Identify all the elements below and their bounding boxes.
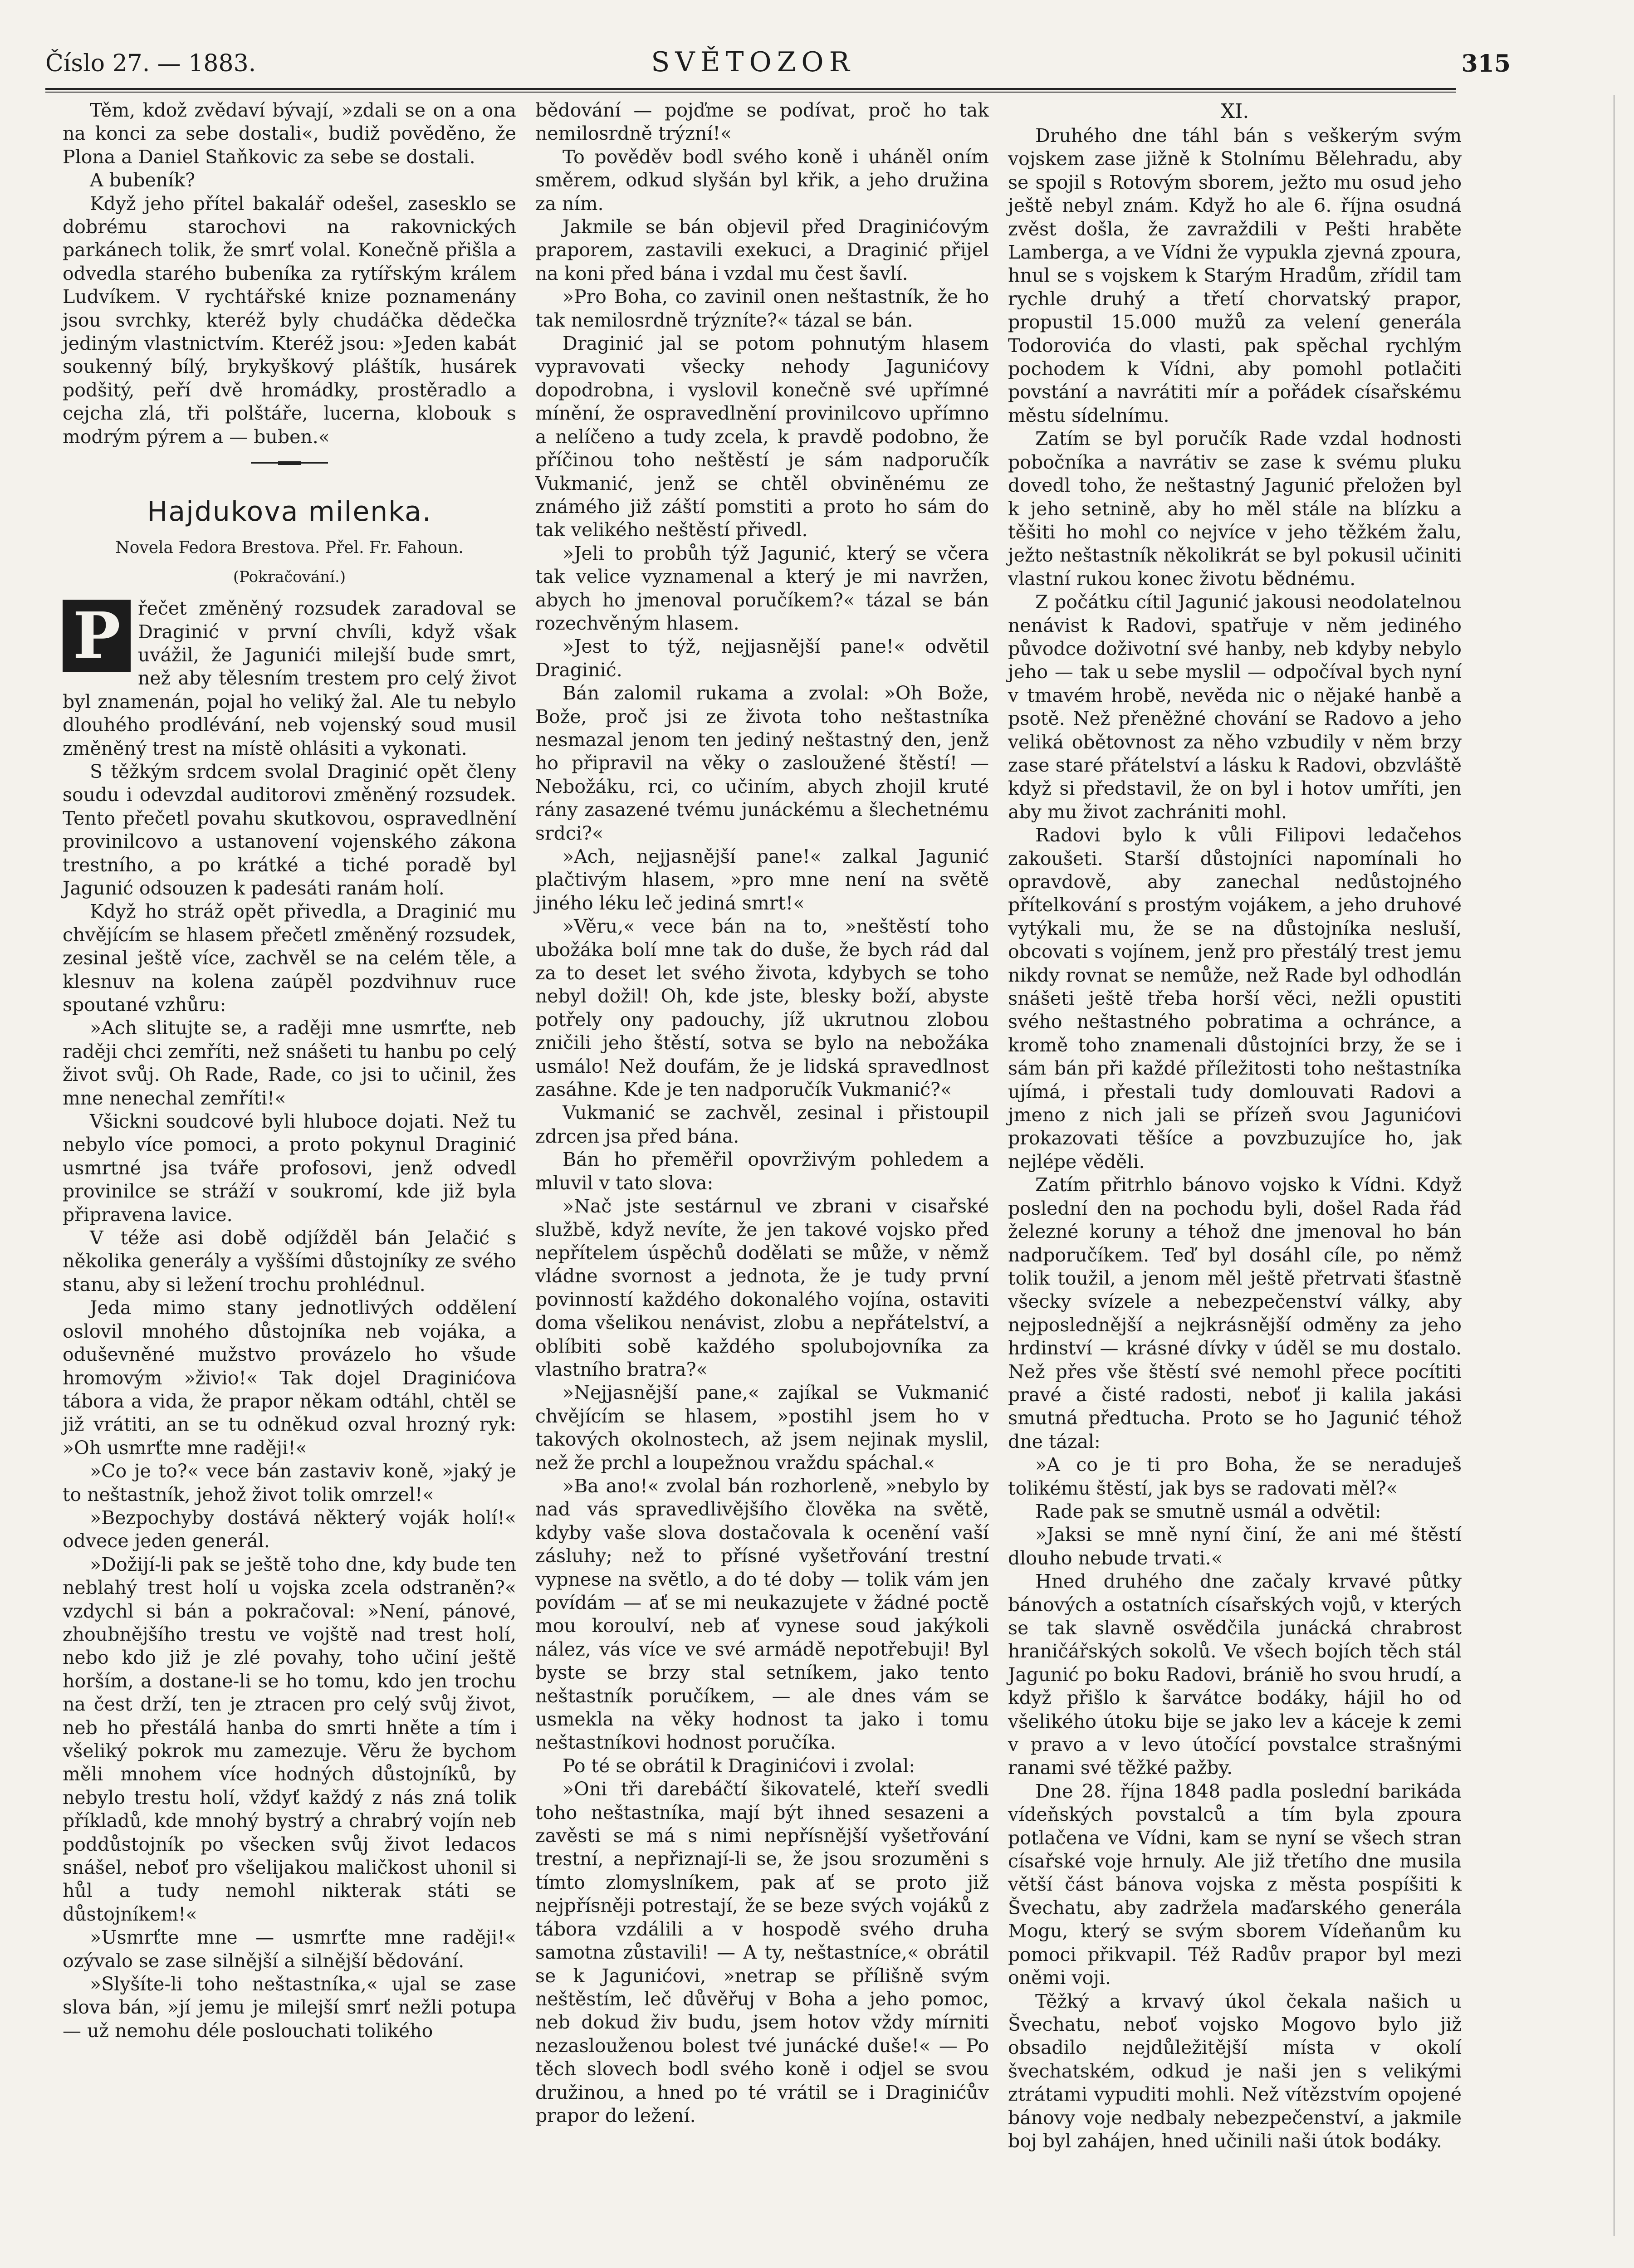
paragraph: »Usmrťte mne — usmrťte mne raději!« ozývalo se zase silnější a silnější bědování.	[63, 1926, 516, 1972]
paragraph-text: řečet změněný rozsudek zaradoval se Draginić v první chvíli, když však uvážil, že Jagunići milejší bude smrt, než aby tělesním trestem pro celý život byl znamenán, pojal ho veliký žal. Ale tu nebylo dlouhého prodlévání, neb vojenský soud musil změněný trest na místě ohlásiti a vykonati.	[63, 597, 516, 759]
page-header	[45, 44, 1511, 84]
header-rule-thin	[45, 92, 1456, 93]
paragraph: To pověděv bodl svého koně i uháněl oním směrem, odkud slyšán byl křik, a jeho družina za ním.	[535, 146, 989, 215]
story-title: Hajdukova milenka.	[147, 496, 432, 528]
paragraph-with-dropcap	[63, 597, 516, 760]
paragraph: Rade pak se smutně usmál a odvětil:	[1035, 1500, 1381, 1522]
paragraph: Druhého dne táhl bán s veškerým svým vojskem zase jižně k Stolnímu Bělehradu, aby se spojil s Rotovým sborem, ježto mu osud jeho ještě nebyl znám. Když ho ale 6. října osudná zvěst došla, že zavraždili v Pešti hraběte Lamberga, a ve Vídni že vypukla zjevná zpoura, hnul se s vojskem k Starým Hradům, zřídil tam rychle druhý a třetí chorvatský prapor, propustil 15.000 mužů za velení generála Todorovića do vlasti, pak spěchal rychlým pochodem k Vídni, aby pomohl potlačiti povstání a navrátiti mír a pořádek císařskému městu sídelnímu.	[1008, 125, 1462, 426]
paragraph: V téže asi době odjížděl bán Jelačić s několika generály a vyššími důstojníky ze svého stanu, aby si ležení trochu prohlédnul.	[63, 1227, 516, 1295]
header-rule	[45, 88, 1456, 90]
column-1	[63, 99, 516, 2043]
paragraph: Vukmanić se zachvěl, zesinal i přistoupil zdrcen jsa před bána.	[535, 1102, 989, 1147]
paragraph: Když ho stráž opět přivedla, a Draginić mu chvějícím se hlasem přečetl změněný rozsudek, zesinal ještě více, zachvěl se na celém těle, a klesnuv na kolena zaúpěl pozdvihnuv ruce spoutané vzhůru:	[63, 900, 516, 1016]
paragraph: Hned druhého dne začaly krvavé půtky bánových a ostatních císařských vojů, v kterých se tak slavně osvědčila junácká chrabrost hraničářských sokolů. Ve všech bojích těch stál Jagunić po boku Radovi, brániě ho svou hrudí, a když přišlo k šarvátce bodáky, hájil ho od všelikého útoku bije se jako lev a káceje k zemi v pravo a v levo útočící povstalce strašnými ranami své těžké pažby.	[1008, 1570, 1462, 1779]
paragraph: »Jest to týž, nejjasnější pane!« odvětil Draginić.	[535, 635, 989, 681]
paragraph: »Oni tři darebáčtí šikovatelé, kteří svedli toho neštastníka, mají být ihned sesazeni a zavěsti se má s nimi nepřísnější vyšetřování trestní, a nepřiznají-li se, že jsou srozuměni s tímto zlomyslníkem, pak ať se proto již nejpřísněji potrestají, že se beze svých vojáků z tábora vzdálili a v hospodě svého druha samotna zůstavili! — A ty, neštastníce,« obrátil se k Jagunićovi, »netrap se přílišně svým neštěstím, leč důvěřuj v Boha a jeho pomoc, neb dokud živ budu, jsem hotov vždy mírniti nezaslouženou bolest tvé junácké duše!« — Po těch slovech bodl svého koně i odjel se svou družinou, a hned po té vrátil se i Draginićův prapor do ležení.	[535, 1778, 989, 2126]
paragraph: Zatím přitrhlo bánovo vojsko k Vídni. Když poslední den na pochodu byli, došel Rada řád železné koruny a téhož dne jmenoval ho bán nadporučíkem. Teď byl dosáhl cíle, po němž tolik toužil, a jenom měl ještě přetrvati šťastně všecky svízele a nebezpečenství války, aby nejposlednější a nejkrásnější odměny za jeho hrdinství — krásné dívky v úděl se mu dostalo. Než přes vše štěstí své nemohl přece pocítiti pravé a čisté radosti, neboť ji kalila jakási smutná předtucha. Proto se ho Jagunić téhož dne tázal:	[1008, 1174, 1462, 1452]
paragraph: »Ach, nejjasnější pane!« zalkal Jagunić plačtivým hlasem, »pro mne není na světě jiného léku leč jediná smrt!«	[535, 846, 989, 914]
paragraph: S těžkým srdcem svolal Draginić opět členy soudu i odevzdal auditorovi změněný rozsudek. Tento přečetl povahu skutkovou, ospravedlnění provinilcovo a ustanovení vojenského zákona trestního, a po krátké a tiché poradě byl Jagunić odsouzen k padesáti ranám holí.	[63, 760, 516, 899]
paragraph: Všickni soudcové byli hluboce dojati. Než tu nebylo více pomoci, a proto pokynul Draginić usmrtné jsa tváře profosovi, jenž odvedl provinilce se stráží v soukromí, kde již byla připravena lavice.	[63, 1110, 516, 1226]
chapter-heading: XI.	[1220, 100, 1249, 123]
paragraph: Dne 28. října 1848 padla poslední barikáda vídeňských povstalců a tím byla zpoura potlačena ve Vídni, kam se nyní se všech stran císařské voje hrnuly. Ale již třetího dne musila větší část bánova vojska z města pospíšiti k Švechatu, aby zadržela maďarského generála Mogu, který se svým sborem Vídeňanům ku pomoci přikvapil. Též Radův prapor byl mezi oněmi voji.	[1008, 1780, 1462, 1989]
paragraph: Těm, kdož zvědaví bývají, »zdali se on a ona na konci za sebe dostali«, budiž pověděno, že Plona a Daniel Staňkovic za sebe se dostali.	[63, 99, 516, 168]
paragraph: Zatím se byl poručík Rade vzdal hodnosti pobočníka a navrátiv se zase k svému pluku dovedl toho, že neštastný Jagunić přeložen byl k jeho setnině, aby ho měl stále na blízku a těšiti ho mohl co nejvíce v jeho těžkém žalu, ježto neštastník několikrát se byl pokusil učiniti vlastní rukou konec životu bědnému.	[1008, 428, 1462, 590]
paragraph: bědování — pojďme se podívat, proč ho tak nemilosrdně trýzní!«	[535, 99, 989, 145]
paragraph: »Ach slitujte se, a raději mne usmrťte, neb raději chci zemříti, než snášeti tu hanbu po celý život svůj. Oh Rade, Rade, co jsi to učinil, žes mne nenechal zemříti!«	[63, 1017, 516, 1109]
page-number: 315	[1461, 50, 1511, 78]
paragraph: Bán zalomil rukama a zvolal: »Oh Bože, Bože, proč jsi ze života toho neštastníka nesmazal jenom ten jediný neštastný den, jenž ho připravil na věky o zasloužené štěstí! — Nebožáku, rci, co učiním, abych zhojil kruté rány zasazené tvému junáckému a šlechetnému srdci?«	[535, 682, 989, 844]
paragraph: »Pro Boha, co zavinil onen neštastník, že ho tak nemilosrdně trýzníte?« tázal se bán.	[535, 286, 989, 331]
paragraph: »Nejjasnější pane,« zajíkal se Vukmanić chvějícím se hlasem, »postihl jsem ho v takových okolnostech, až jsem nejinak myslil, než že prchl a loupežnou vraždu spáchal.«	[535, 1382, 989, 1474]
paragraph: »Bezpochyby dostává některý voják holí!« odvece jeden generál.	[63, 1506, 516, 1552]
drop-cap: P	[63, 600, 131, 672]
paragraph: »Ba ano!« zvolal bán rozhorleně, »nebylo by nad vás spravedlivějšího člověka na světě, kdyby vaše slova dostačovala k ocenění vaší zásluhy; než to přísné vyšetřování trestní vypnese na světlo, a do té doby — tolik vám jen povídám — ať se mi neukazujete v žádné poctě mou koroulví, neb ať vynese soud jakýkoli nález, vás více ve své armádě nepotřebuji! Byl byste se brzy stal setníkem, jako tento neštastník poručíkem, — ale dnes vám se usmekla na věky hodnost ta jako i tomu neštastníkovi hodnost poručíka.	[535, 1475, 989, 1754]
paragraph: »Dožijí-li pak se ještě toho dne, kdy bude ten neblahý trest holí u vojska zcela odstraněn?« vzdychl si bán a pokračoval: »Není, pánové, zhoubnějšího trestu ve vojště nad trest holí, nebo kdo již je zlé povahy, toho učiní ještě horším, a dostane-li se ho tomu, kdo jen trochu na čest drží, ten je ztracen pro celý svůj život, neb ho přestálá hanba do smrti hněte a tím i všeliký pokrok mu zamezuje. Věru že bychom měli mnohem více hodných důstojníků, by nebylo trestu holí, vždyť každý z nás zná tolik příkladů, kde mnohý bystrý a chrabrý vojín neb poddůstojník po všecken svůj život ledacos snášel, neboť pro všelijakou maličkost uhonil si hůl a tudy nemohl nikterak státi se důstojníkem!«	[63, 1553, 516, 1925]
paragraph: »Nač jste sestárnul ve zbrani v cisařské službě, když nevíte, že jen takové vojsko před nepřítelem úspěchů dodělati se může, v němž vládne svornost a jednota, že je tudy první povinností každého dokonalého vojína, ostaviti doma všelikou nenávist, zlobu a nepřátelství, a oblíbiti sobě každého spolubojovníka za vlastního bratra?«	[535, 1195, 989, 1380]
paragraph: Jakmile se bán objevil před Draginićovým praporem, zastavili exekuci, a Draginić přijel na koni před bána i vzdal mu čest šavlí.	[535, 216, 989, 284]
paragraph: Po té se obrátil k Draginićovi i zvolal:	[563, 1755, 915, 1777]
paragraph: Bán ho přeměřil opovrživým pohledem a mluvil v tato slova:	[535, 1149, 989, 1194]
column-2	[535, 99, 989, 2127]
paragraph: Radovi bylo k vůli Filipovi ledačehos zakoušeti. Starší důstojníci napomínali ho opravdově, aby zanechal nedůstojného přítelkování s prostým vojákem, a jeho druhové vytýkali mu, že se na důstojníka nesluší, obcovati s vojínem, jenž pro přestálý trest jemu nikdy rovnat se nemůže, než Rade byl odhodlán snášeti ještě třeba horší věci, nežli opustiti svého neštastného pobratima a ochránce, a kromě toho znamenali důstojníci brzy, že se i sám bán při každé příležitosti toho neštastníka ujímá, i přestali tudy domlouvati Radovi a jmeno z nich jali se přízeň svou Jagunićovi prokazovati těšíce a povzbuzujíce ho, jak nejlépe věděli.	[1008, 824, 1462, 1173]
paragraph: »A co je ti pro Boha, že se neraduješ tolikému štěstí, jak bys se radovati měl?«	[1008, 1454, 1462, 1499]
paragraph: Draginić jal se potom pohnutým hlasem vypravovati všecky nehody Jagunićovy dopodrobna, i vyslovil konečně své upřímné mínění, že ospravedlnění provinilcovo upřímno a nelíčeno a tudy zcela, k pravdě podobno, že příčinou toho neštěstí je sám nadporučík Vukmanić, jenž se chtěl obviněnému ze známého již záští pomstiti a proto ho sám do tak velikého neštěstí přivedl.	[535, 332, 989, 541]
section-divider	[251, 462, 328, 464]
paragraph: »Jaksi se mně nyní činí, že ani mé štěstí dlouho nebude trvati.«	[1008, 1524, 1462, 1569]
story-byline: Novela Fedora Brestova. Přel. Fr. Fahoun.	[115, 538, 464, 557]
paragraph: Těžký a krvavý úkol čekala našich u Švechatu, neboť vojsko Mogovo bylo již obsadilo nejdůležitější místa v okolí švechatském, odkud je naši jen s velikými ztrátami vypuditi mohli. Než vítězstvím opojené bánovy voje nedbaly nebezpečenství, a jakmile boj byl zahájen, hned učinili naši útok bodáky.	[1008, 1990, 1462, 2152]
paragraph: »Jeli to probůh týž Jagunić, který se včera tak velice vyznamenal a který je mi navržen, abych ho jmenoval poručíkem?« tázal se bán rozechvěným hlasem.	[535, 542, 989, 634]
journal-title: SVĚTOZOR	[651, 46, 855, 78]
paragraph: »Věru,« vece bán na to, »neštěstí toho ubožáka bolí mne tak do duše, že bych rád dal za to deset let svého života, kdybych se toho nebyl dožil! Oh, kde jste, blesky boží, abyste potřely ony padouchy, jíž ukrutnou zlobou zničili jeho štěstí, sotva se bylo na nebožáka usmálo! Než doufám, že je lidská spravedlnost zasáhne. Kde je ten nadporučík Vukmanić?«	[535, 915, 989, 1101]
continued-note: (Pokračování.)	[233, 568, 346, 587]
paragraph: Jeda mimo stany jednotlivých oddělení oslovil mnohého důstojníka neb vojáka, a oduševněné mužstvo provázelo ho všude hromovým »živio!« Tak dojel Draginićova tábora a vida, že prapor někam odtáhl, chtěl se již vrátiti, an se tu odněkud ozval hrozný ryk: »Oh usmrťte mne raději!«	[63, 1297, 516, 1459]
issue-number: Číslo 27. — 1883.	[45, 50, 256, 77]
column-3	[1008, 99, 1462, 2153]
paragraph: Z počátku cítil Jagunić jakousi neodolatelnou nenávist k Radovi, spatřuje v něm jediného původce doživotní své hanby, neb kdyby nebylo jeho — tak u sebe myslil — odpočíval bych nyní v tmavém hrobě, nevěda nic o nějaké hanbě a psotě. Než přeněžné chování se Radovo a jeho veliká obětovnost za něho vzbudily v něm brzy zase staré přátelství a lásku k Radovi, obzvláště když si představil, že on byl i hotov umříti, jen aby mu život zachrániti mohl.	[1008, 591, 1462, 823]
paragraph: Když jeho přítel bakalář odešel, zasesklo se dobrému starochovi na rakovnických parkánech tolik, že smrť volal. Konečně přišla a odvedla starého bubeníka za rytířským králem Ludvíkem. V rychtářské knize poznamenány jsou svrchky, kteréž byly chudáčka dědečka jediným vlastnictvím. Kteréž jsou: »Jeden kabát soukenný bílý, brykyškový pláštík, husárek podšitý, peří dvě hromádky, prostěradlo a cejcha zlá, tři polštáře, lucerna, klobouk s modrým pýrem a — buben.«	[63, 192, 516, 448]
paragraph: »Slyšíte-li toho neštastníka,« ujal se zase slova bán, »jí jemu je milejší smrť nežli potupa — už nemohu déle poslouchati tolikého	[63, 1973, 516, 2042]
paragraph: A bubeník?	[90, 169, 196, 191]
paragraph: »Co je to?« vece bán zastaviv koně, »jaký je to neštastník, jehož život tolik omrzel!«	[63, 1460, 516, 1505]
